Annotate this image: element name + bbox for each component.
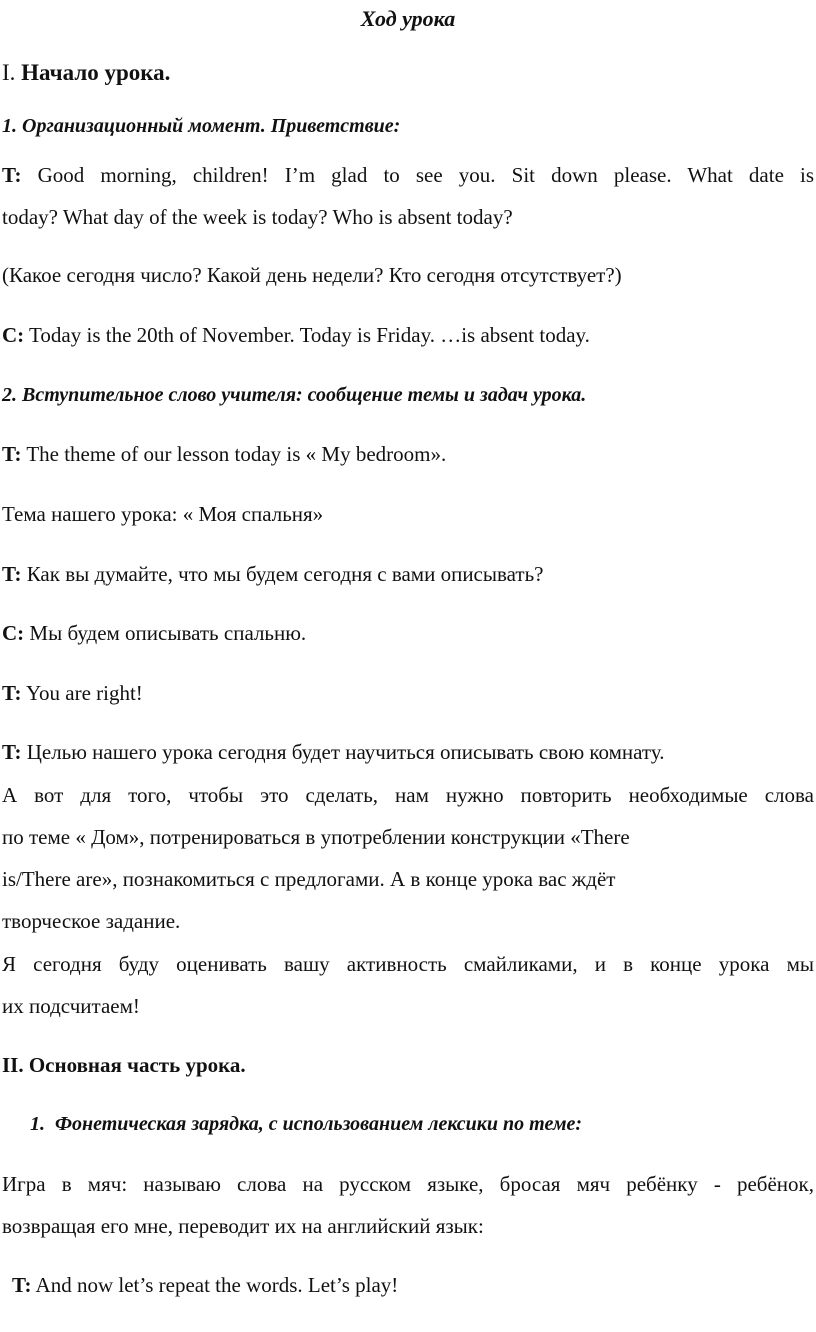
line-text: Целью нашего урока сегодня будет научиться описывать свою комнату. [26,740,665,764]
line-text: You are right! [25,681,143,705]
subheading-text: Фонетическая зарядка, с использованием лексики по теме: [55,1113,583,1135]
children-line-2 [2,620,814,646]
russian-translation-1: (Какое сегодня число? Какой день недели? Кто сегодня отсутствует?) [2,263,622,287]
game-line-2: возвращая его мне, переводит их на английский язык: [2,1214,484,1238]
speaker-label: T: [2,562,22,586]
paragraph-line-1: А вот для того, чтобы это сделать, нам нужно повторить необходимые слова [2,783,814,807]
speaker-label: T: [2,740,22,764]
list-number: 1. [30,1113,45,1135]
paragraph-line-4: творческое задание. [2,909,181,933]
subheading-2: 2. Вступительное слово учителя: сообщение темы и задач урока. [2,384,587,406]
teacher-line-5 [2,739,814,765]
speaker-label: C: [2,621,25,645]
teacher-line-6 [12,1272,812,1298]
paragraph-line-3: is/There are», познакомиться с предлогами. А в конце урока вас ждёт [2,867,616,891]
line-text: Как вы думайте, что мы будем сегодня с вами описывать? [26,562,544,586]
teacher-line-4 [2,680,814,706]
section-heading-1 [2,60,814,86]
subheading-1: 1. Организационный момент. Приветствие: [2,115,401,137]
speaker-label: C: [2,323,25,347]
teacher-line-1b: today? What day of the week is today? Who is absent today? [2,205,513,229]
paragraph-line-2: по теме « Дом», потренироваться в употреблении конструкции «There [2,825,630,849]
line-text: And now let’s repeat the words. Let’s play! [35,1273,399,1297]
teacher-line-1a [2,162,814,188]
line-text: The theme of our lesson today is « My bedroom». [26,442,447,466]
line-text: Good morning, children! I’m glad to see you. Sit down please. What date is [37,163,815,187]
paragraph-line-6: их подсчитаем! [2,994,140,1018]
children-line-1 [2,322,814,348]
page-title: Ход урока [360,6,456,31]
line-text: Мы будем описывать спальню. [29,621,307,645]
paragraph-line-5: Я сегодня буду оценивать вашу активность смайликами, и в конце урока мы [2,952,814,976]
game-line-1: Игра в мяч: называю слова на русском языке, бросая мяч ребёнку - ребёнок, [2,1172,814,1196]
section-numeral: I. [2,60,16,85]
speaker-label: T: [2,442,22,466]
speaker-label: T: [12,1273,32,1297]
speaker-label: T: [2,163,22,187]
line-text: Today is the 20th of November. Today is Friday. …is absent today. [29,323,590,347]
teacher-line-3 [2,561,814,587]
subheading-3 [30,1111,814,1137]
speaker-label: T: [2,681,22,705]
teacher-line-2 [2,441,814,467]
section-label: Начало урока. [21,60,171,85]
section-heading-2: II. Основная часть урока. [2,1053,246,1077]
theme-russian: Тема нашего урока: « Моя спальня» [2,502,324,526]
